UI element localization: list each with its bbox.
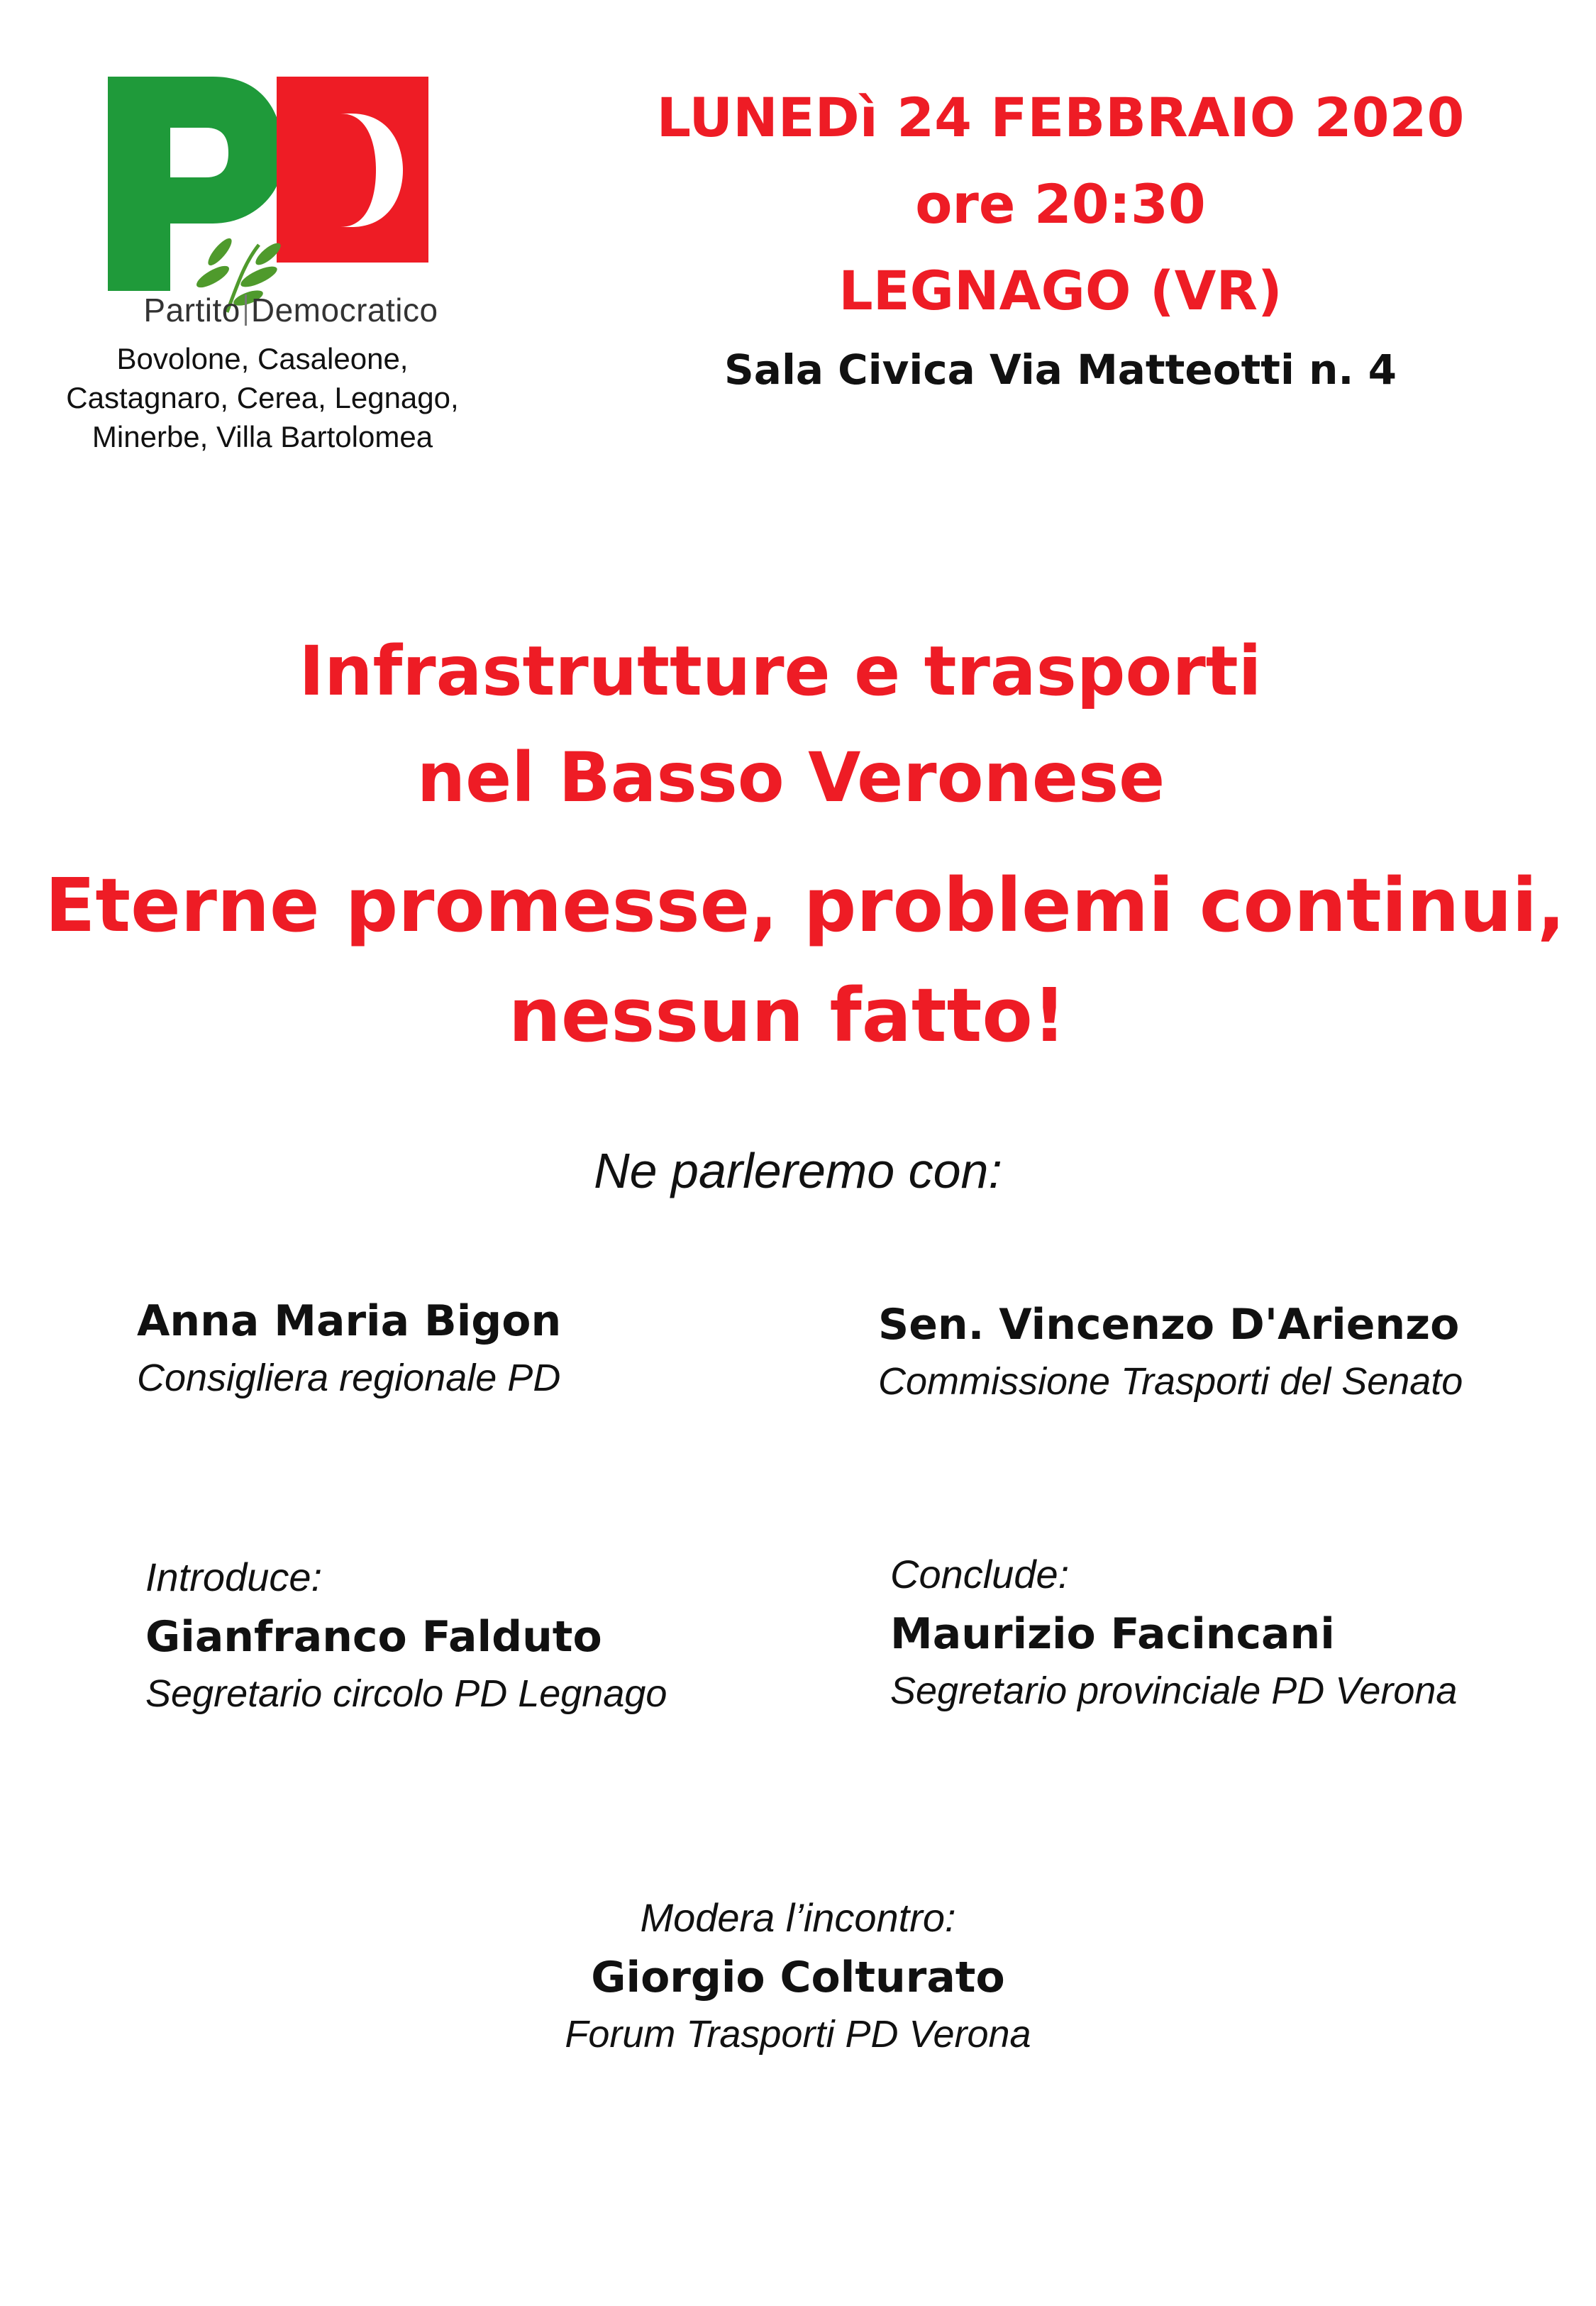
subtitle-line: nessun fatto! [508,972,1067,1059]
moderator-label: Modera l’incontro: [640,1895,956,1940]
title-line: nel Basso Veronese [416,738,1165,817]
concluder [890,1551,1457,1718]
speaker-bigon [137,1291,561,1405]
logo-circles-line: Minerbe, Villa Bartolomea [92,420,433,453]
logo-circles [43,339,482,456]
logo-circles-line: Bovolone, Casaleone, [116,342,409,375]
event-city: LEGNAGO (VR) [838,259,1282,322]
moderator-name: Giorgio Colturato [591,1953,1005,2002]
introducer-role: Segretario circolo PD Legnago [145,1672,667,1715]
title-line: Infrastrutture e trasporti [299,631,1262,711]
event-venue: Sala Civica Via Matteotti n. 4 [724,346,1397,394]
logo-party-name-right: Democratico [250,292,438,329]
introducer-name: Gianfranco Falduto [145,1612,602,1662]
concluder-label: Conclude: [890,1552,1070,1596]
introducer [145,1554,667,1721]
speaker-name: Anna Maria Bigon [137,1296,562,1346]
speaker-role: Commissione Trasporti del Senato [878,1360,1463,1403]
subtitle-line: Eterne promesse, problemi continui, [45,862,1565,949]
moderator [0,1894,1596,2061]
concluder-name: Maurizio Facincani [890,1609,1335,1659]
logo-party-name-left: Partito [143,292,240,329]
event-date: LUNEDì 24 FEBBRAIO 2020 [656,86,1465,149]
pd-logo-mark-icon [106,71,433,326]
speaker-name: Sen. Vincenzo D'Arienzo [878,1300,1460,1350]
speaker-role: Consigliera regionale PD [137,1357,561,1399]
logo-separator [245,294,247,326]
event-header [610,75,1511,405]
concluder-role: Segretario provinciale PD Verona [890,1670,1458,1712]
logo-party-name [92,291,489,329]
event-time: ore 20:30 [915,172,1206,236]
speaker-darienzo [878,1295,1463,1408]
moderator-role: Forum Trasporti PD Verona [565,2013,1031,2056]
introducer-label: Introduce: [145,1555,323,1599]
logo-circles-line: Castagnaro, Cerea, Legnago, [66,381,459,414]
speakers-intro: Ne parleremo con: [594,1143,1002,1198]
pd-logo [106,71,433,326]
